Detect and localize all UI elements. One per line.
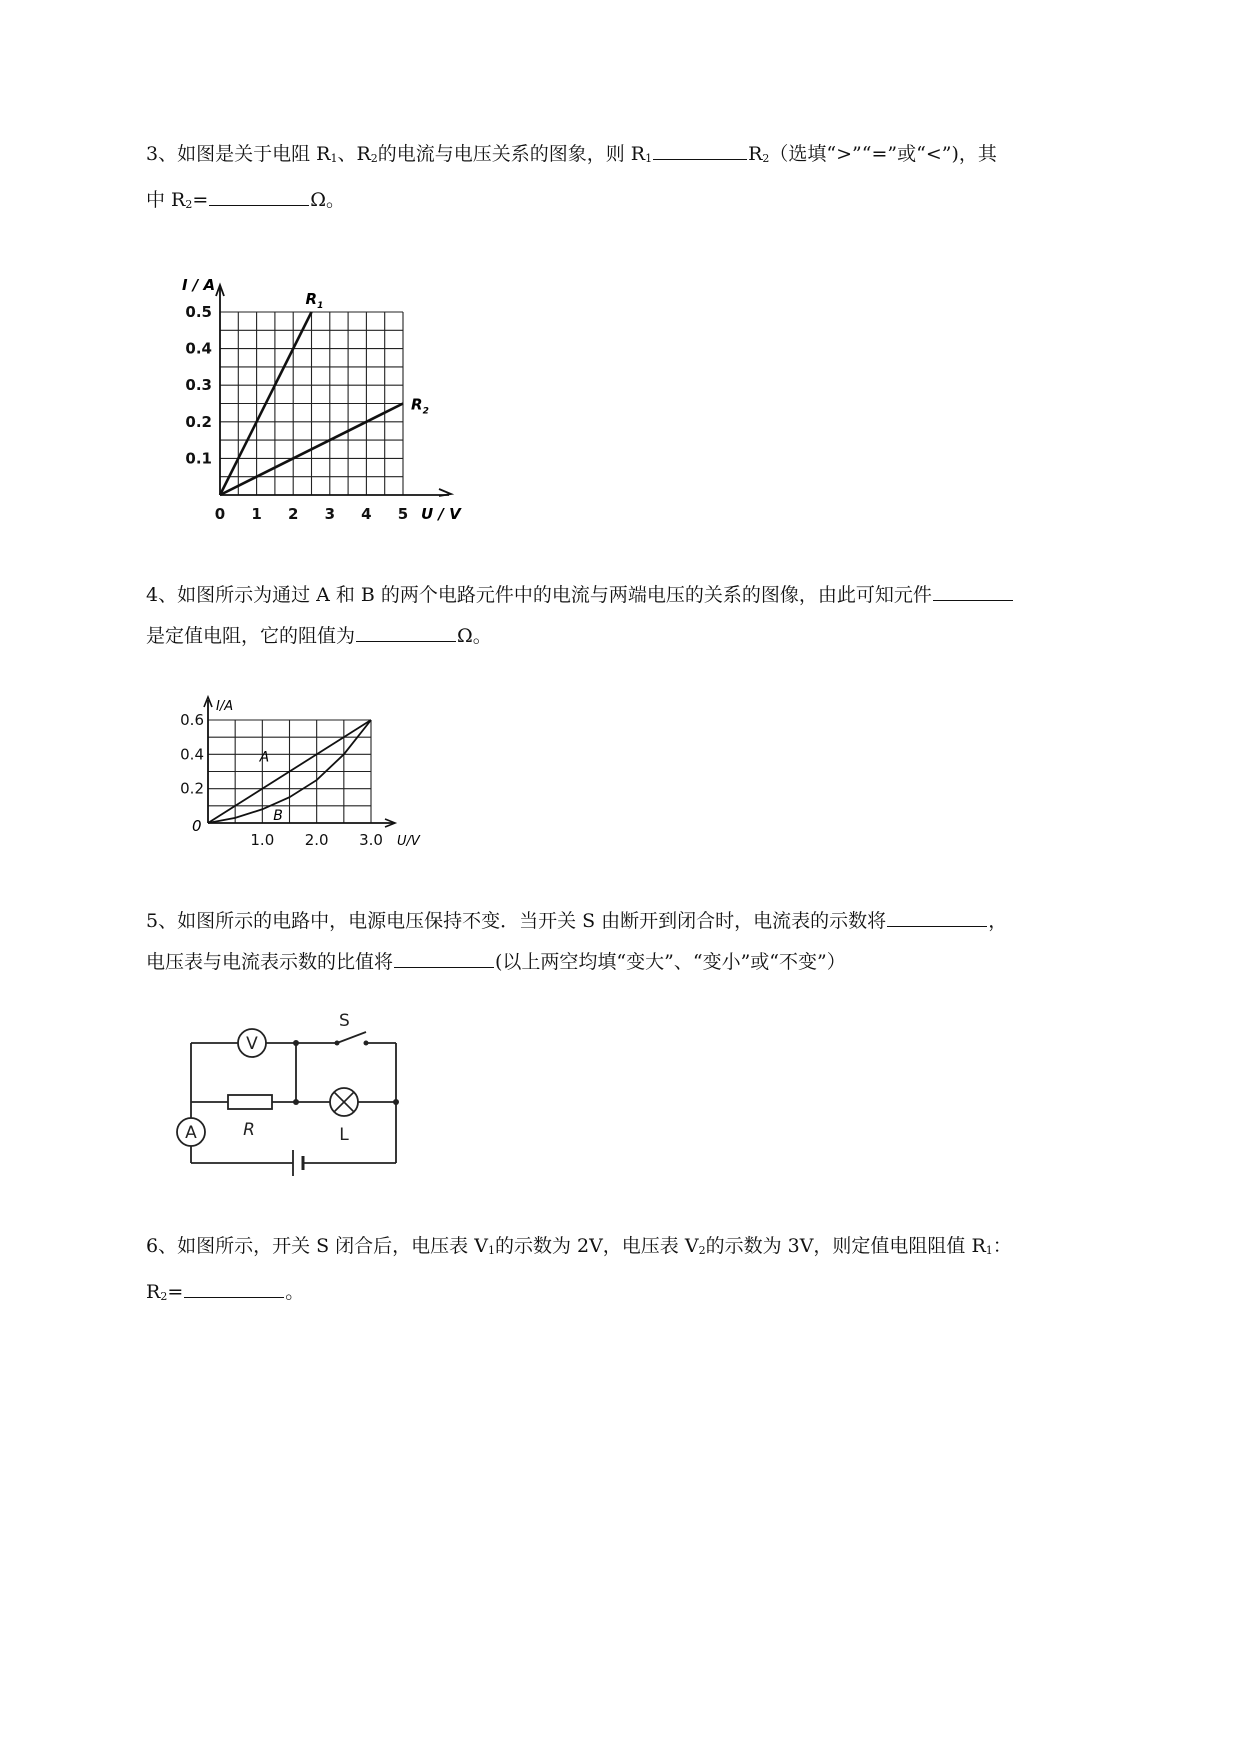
y-tick-label: 0.5 — [185, 303, 212, 321]
x-axis-label: U/V — [397, 834, 420, 849]
question-3-line-2: 中 $R_2= \Omega$。 — [146, 179, 1146, 225]
y-axis-label: I/A — [216, 699, 234, 714]
x-tick-label: 3 — [324, 505, 336, 523]
question-5-line-2: 电压表与电流表示数的比值将 (以上两空均填“变大”、“变小”或“不变”） — [146, 941, 1146, 982]
y-tick-label: 0.4 — [180, 745, 204, 764]
x-tick-label: 2.0 — [304, 831, 329, 849]
answer-blank-7[interactable] — [184, 1271, 284, 1298]
voltmeter-label: V — [246, 1034, 258, 1054]
x-tick-label: 4 — [361, 505, 372, 523]
x-tick-label: 2 — [287, 505, 299, 523]
x-tick-label: 5 — [397, 505, 409, 523]
resistor-label: R — [243, 1120, 255, 1140]
question-3-line-1: 3、如图是关于电阻 $R_1$、$R_2$的电流与电压关系的图象，则 $R_1$ $R_2$（选填“>”“=”或“<”)，其 — [146, 133, 1146, 179]
ammeter-label: A — [185, 1123, 197, 1143]
y-tick-label: 0.1 — [185, 449, 212, 468]
question-6-line-2: $R_2=$ 。 — [146, 1271, 1146, 1317]
question-5-line-1: 5、如图所示的电路中，电源电压保持不变．当开关 S 由断开到闭合时，电流表的示数将 ， — [146, 900, 1146, 941]
y-axis-label: I / A — [182, 276, 216, 294]
origin-label: 0 — [192, 817, 202, 835]
x-tick-label: 1 — [251, 505, 262, 523]
x-axis-label: U / V — [421, 505, 461, 523]
x-tick-label: 0 — [214, 505, 226, 523]
switch-label: S — [339, 1011, 350, 1031]
question-6-line-1: 6、如图所示，开关 S 闭合后，电压表 $V_1$的示数为 2V，电压表 $V_2$的示数为 3V，则定值电阻阻值 $R_1$： — [146, 1235, 1012, 1257]
x-tick-label: 1.0 — [250, 831, 275, 849]
series-label-R1: $R_1$ — [305, 290, 324, 311]
y-tick-label: 0.4 — [185, 339, 212, 358]
question-4-line-1: 4、如图所示为通过 A 和 B 的两个电路元件中的电流与两端电压的关系的图像，由此可知元件 — [146, 574, 1146, 615]
y-tick-label: 0.3 — [185, 376, 212, 395]
question-6 — [146, 1226, 1146, 1317]
question-4-line-2: 是定值电阻，它的阻值为 Ω。 — [146, 615, 1146, 656]
y-tick-label: 0.2 — [180, 779, 204, 798]
y-tick-label: 0.2 — [185, 412, 212, 431]
x-tick-label: 3.0 — [359, 831, 383, 849]
series-label-R2: $R_2$ — [411, 395, 429, 417]
series-label-A: A — [259, 749, 270, 766]
lamp-label: L — [339, 1125, 349, 1145]
y-tick-label: 0.6 — [180, 711, 204, 729]
series-label-B: B — [273, 807, 283, 824]
